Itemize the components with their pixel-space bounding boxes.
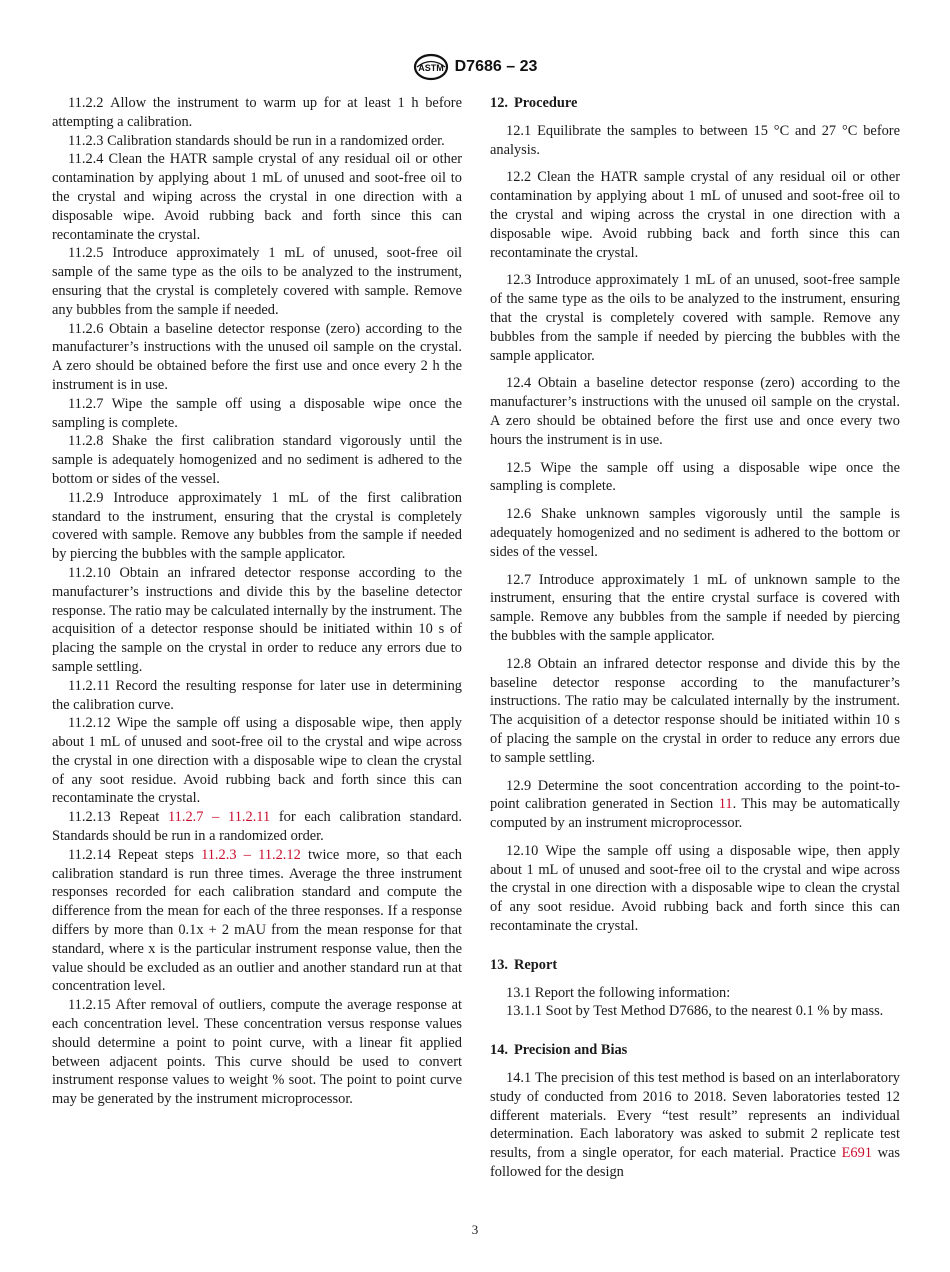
document-id: D7686 – 23 [454, 58, 538, 75]
paragraph-11-2-14: 11.2.14 Repeat steps 11.2.3 – 11.2.12 twice more, so that each calibration standard is run three times. Average the three instrument responses recorded for each calibration standard and compute the difference from the mean for each of the three responses. If a response differs by more than 0.1x + 2 mAU from the mean response for that standard, where x is the particular instrument response value, then the value should be excluded as an outlier and another standard run at that concentration level. [52, 846, 462, 995]
paragraph-11-2-8: 11.2.8 Shake the first calibration standard vigorously until the sample is adequately homogenized and no sediment is adhered to the bottom or sides of the vessel. [52, 433, 462, 487]
paragraph-12-4: 12.4 Obtain a baseline detector response (zero) according to the manufacturer’s instructions with the unused oil sample on the crystal. A zero should be obtained before the first use and once every two hours the instrument is in use. [490, 375, 900, 448]
paragraph-12-9: 12.9 Determine the soot concentration according to the point-to-point calibration generated in Section 11. This may be automatically computed by an instrument microprocessor. [490, 777, 900, 832]
link-e691[interactable]: E691 [841, 1145, 872, 1162]
astm-logo-icon [413, 52, 449, 82]
left-column [52, 94, 462, 1109]
paragraph-14-1: 14.1 The precision of this test method is based on an interlaboratory study of conducted from 2016 to 2018. Seven laboratories tested 12 different materials. Every “test result” represents an individual determination. Each laboratory was asked to submit 2 replicate test results, from a single operator, for each material. Practice E691 was followed for the design [490, 1070, 900, 1181]
right-column [490, 94, 900, 1191]
paragraph-12-8: 12.8 Obtain an infrared detector response and divide this by the baseline detector response according to the manufacturer’s instructions. The ratio may be calculated internally by the instrument. The acquisition of a detector response should be initiated within 10 s of placing the sample on the crystal in order to reduce any errors due to sample settling. [490, 655, 900, 766]
link-11-2-3-to-11-2-12[interactable]: 11.2.3 – 11.2.12 [201, 846, 301, 863]
paragraph-11-2-9: 11.2.9 Introduce approximately 1 mL of the first calibration standard to the instrument, ensuring that the crystal is completely covered with sample. Remove any bubbles from the sample if needed by piercing the bubbles with the sample applicator. [52, 489, 462, 563]
paragraph-12-6: 12.6 Shake unknown samples vigorously until the sample is adequately homogenized and no sediment is adhered to the bottom or sides of the vessel. [490, 506, 900, 560]
link-section-11[interactable]: 11 [718, 796, 733, 813]
report-heading: 13. Report [490, 956, 558, 973]
paragraph-12-1: 12.1 Equilibrate the samples to between 15 °C and 27 °C before analysis. [490, 122, 900, 158]
precision-heading: 14. Precision and Bias [490, 1042, 628, 1059]
paragraph-11-2-4: 11.2.4 Clean the HATR sample crystal of any residual oil or other contamination by applying about 1 mL of unused and soot-free oil to the crystal and wiping across the crystal in one direction with a disposable wipe. Avoid rubbing back and forth since this can recontaminate the crystal. [52, 151, 462, 243]
procedure-heading: 12. Procedure [490, 95, 578, 111]
paragraph-11-2-11: 11.2.11 Record the resulting response for later use in determining the calibration curve. [52, 677, 462, 713]
paragraph-12-5: 12.5 Wipe the sample off using a disposable wipe once the sampling is complete. [490, 459, 900, 495]
paragraph-13-1-1: 13.1.1 Soot by Test Method D7686, to the nearest 0.1 % by mass. [506, 1003, 884, 1020]
paragraph-11-2-2: 11.2.2 Allow the instrument to warm up for at least 1 h before attempting a calibration. [52, 95, 462, 130]
paragraph-11-2-6: 11.2.6 Obtain a baseline detector response (zero) according to the manufacturer’s instructions with the unused oil sample on the crystal. A zero should be obtained before the first use and once every 2 h the instrument is in use. [52, 320, 462, 393]
paragraph-11-2-5: 11.2.5 Introduce approximately 1 mL of unused, soot-free oil sample of the same type as the oils to be analyzed to the instrument, ensuring that the crystal is completely covered with sample. Remove any bubbles from the sample if needed. [52, 245, 462, 318]
paragraph-11-2-10: 11.2.10 Obtain an infrared detector response according to the manufacturer’s instructions and divide this by the baseline detector response. The ratio may be calculated internally by the instrument. The acquisition of a detector response should be initiated within 10 s of placing the sample on the crystal in order to reduce any errors due to sample settling. [52, 564, 462, 675]
paragraph-11-2-15: 11.2.15 After removal of outliers, compute the average response at each concentration level. These concentration versus response values should determine a point to point curve, with a linear fit applied between adjacent points. This curve should be used to convert instrument response values to weight % soot. The point to point curve may be generated by the instrument microprocessor. [52, 997, 462, 1108]
paragraph-11-2-12: 11.2.12 Wipe the sample off using a disposable wipe, then apply about 1 mL of unused and soot-free oil to the crystal and wipe across the crystal in one direction with a disposable wipe to clean the crystal of any soot residue. Avoid rubbing back and forth since this can recontaminate the crystal. [52, 715, 462, 807]
paragraph-12-2: 12.2 Clean the HATR sample crystal of any residual oil or other contamination by applying about 1 mL of unused and soot-free oil to the crystal and wiping across the crystal in one direction with a disposable wipe. Avoid rubbing back and forth since this can recontaminate the crystal. [490, 169, 900, 261]
page-number: 3 [471, 1222, 479, 1237]
paragraph-11-2-13: 11.2.13 Repeat 11.2.7 – 11.2.11 for each calibration standard. Standards should be run in a randomized order. [52, 809, 462, 845]
paragraph-12-7: 12.7 Introduce approximately 1 mL of unknown sample to the instrument, ensuring that the entire crystal surface is covered with sample. Remove any bubbles from the sample if needed by piercing the bubbles with the sample applicator. [490, 571, 900, 644]
paragraph-12-3: 12.3 Introduce approximately 1 mL of an unused, soot-free sample of the same type as the oils to be analyzed to the instrument, ensuring that the crystal is completely covered with sample. Remove any bubbles from the sample if needed by piercing the bubbles with the sample applicator. [490, 272, 900, 364]
svg-text:ASTM: ASTM [417, 63, 444, 73]
page-header [0, 52, 950, 87]
paragraph-11-2-7: 11.2.7 Wipe the sample off using a disposable wipe once the sampling is complete. [52, 395, 462, 431]
paragraph-13-1: 13.1 Report the following information: [506, 984, 731, 1001]
paragraph-11-2-3: 11.2.3 Calibration standards should be run in a randomized order. [68, 132, 445, 149]
paragraph-12-10: 12.10 Wipe the sample off using a disposable wipe, then apply about 1 mL of unused and soot-free oil to the crystal and wipe across the crystal in one direction with a disposable wipe to clean the crystal of any soot residue. Avoid rubbing back and forth since this can recontaminate the crystal. [490, 842, 900, 935]
link-11-2-7-to-11-2-11[interactable]: 11.2.7 – 11.2.11 [168, 809, 271, 826]
